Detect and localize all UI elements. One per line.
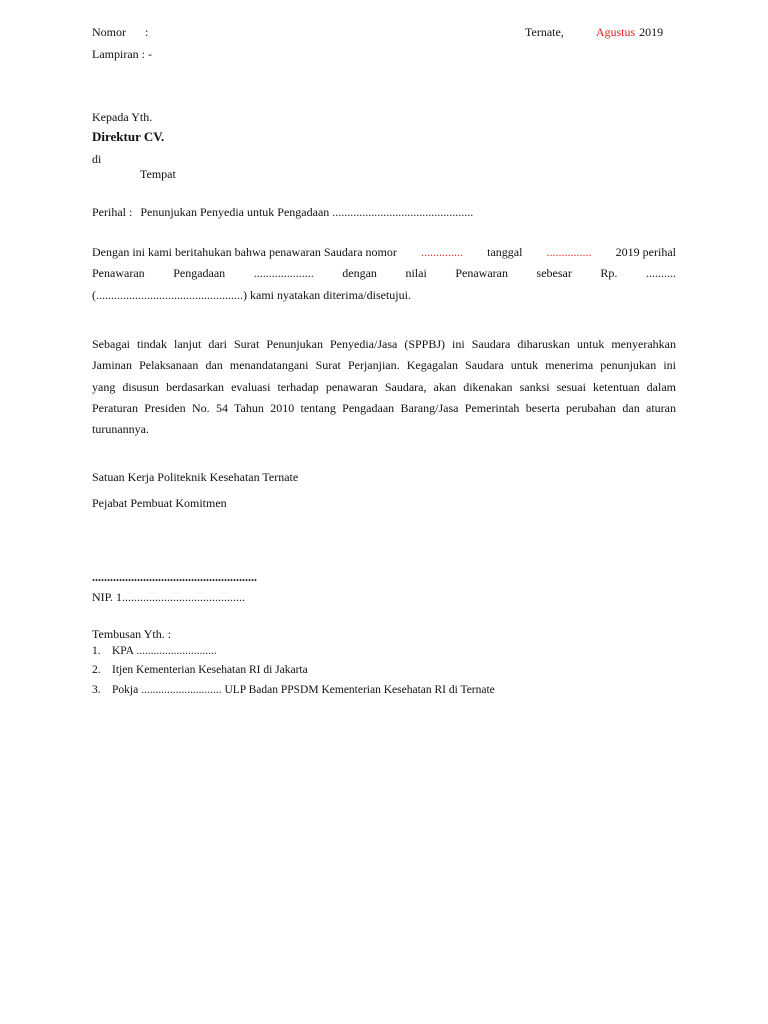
paragraph-offer-line-2 [92, 263, 676, 284]
date-year: 2019 [639, 25, 664, 39]
offer-word: Penawaran [455, 266, 508, 281]
tembusan-item-number: 2. [92, 664, 101, 676]
offer-date-dots: ............... [546, 245, 592, 259]
nomor-colon: : [145, 25, 149, 39]
offer-text-c: 2019 perihal [615, 245, 676, 259]
offer-word: dengan [342, 266, 377, 281]
offer-word: nilai [405, 266, 427, 281]
offer-number-dots: .............. [421, 245, 463, 259]
paragraph-followup-line: turunannya. [92, 422, 149, 437]
paragraph-offer [92, 242, 676, 306]
paragraph-followup-line: Peraturan Presiden No. 54 Tahun 2010 tentang Pengadaan Barang/Jasa Pemerintah beserta perubahan dan aturan [92, 400, 676, 415]
tempat-line: Tempat [140, 167, 176, 181]
offer-word: Pengadaan [173, 266, 226, 281]
paragraph-followup-line: yang disusun berdasarkan evaluasi terhadap penawaran Saudara, akan dikenakan sanksi sesuai ketentuan dalam [92, 379, 676, 394]
perihal-label: Perihal : [92, 205, 133, 219]
paragraph-followup [92, 334, 676, 440]
work-unit: Satuan Kerja Politeknik Kesehatan Ternate [92, 470, 299, 484]
kepada-line: Kepada Yth. [92, 110, 153, 124]
place-date [525, 25, 663, 39]
nip-line: NIP. 1......................................... [92, 590, 246, 604]
tembusan-item [92, 645, 217, 658]
tembusan-item-text: Pokja ............................ ULP Badan PPSDM Kementerian Kesehatan RI di Ternate [112, 684, 495, 696]
offer-word: .................... [253, 266, 314, 281]
tembusan-item [92, 664, 308, 677]
paragraph-offer-line-1 [92, 242, 676, 263]
offer-word: Rp. [600, 266, 618, 281]
place-name: Ternate, [525, 25, 564, 39]
tembusan-title: Tembusan Yth. : [92, 627, 172, 641]
date-month: Agustus [595, 25, 636, 39]
official-title: Pejabat Pembuat Komitmen [92, 496, 227, 510]
nomor-label: Nomor [92, 25, 126, 39]
di-line: di [92, 152, 102, 166]
tembusan-item-number: 3. [92, 684, 101, 696]
offer-word: .......... [645, 266, 676, 281]
offer-word: sebesar [536, 266, 572, 281]
offer-text-b: tanggal [487, 245, 523, 259]
tembusan-item-number: 1. [92, 645, 101, 657]
perihal-line [92, 205, 473, 219]
lampiran-line: Lampiran : - [92, 47, 152, 61]
signature-name-dots: ....................................................... [92, 570, 257, 584]
tembusan-item-text: Itjen Kementerian Kesehatan RI di Jakarta [112, 664, 308, 676]
paragraph-offer-line-3: (.................................................) kami nyatakan diterima/disetujui. [92, 287, 411, 302]
paragraph-followup-line: Jaminan Pelaksanaan dan menandatangani Surat Perjanjian. Kegagalan Saudara untuk menerima penunjukan ini [92, 358, 676, 373]
offer-text-a: Dengan ini kami beritahukan bahwa penawaran Saudara nomor [92, 245, 397, 259]
paragraph-followup-line: Sebagai tindak lanjut dari Surat Penunjukan Penyedia/Jasa (SPPBJ) ini Saudara diharuskan untuk menyerahkan [92, 337, 676, 351]
tembusan-item-text: KPA ............................ [112, 645, 217, 657]
perihal-text: Penunjukan Penyedia untuk Pengadaan ............................................... [140, 205, 474, 219]
recipient-name: Direktur CV. [92, 129, 165, 144]
offer-word: Penawaran [92, 266, 145, 281]
tembusan-item [92, 684, 495, 697]
